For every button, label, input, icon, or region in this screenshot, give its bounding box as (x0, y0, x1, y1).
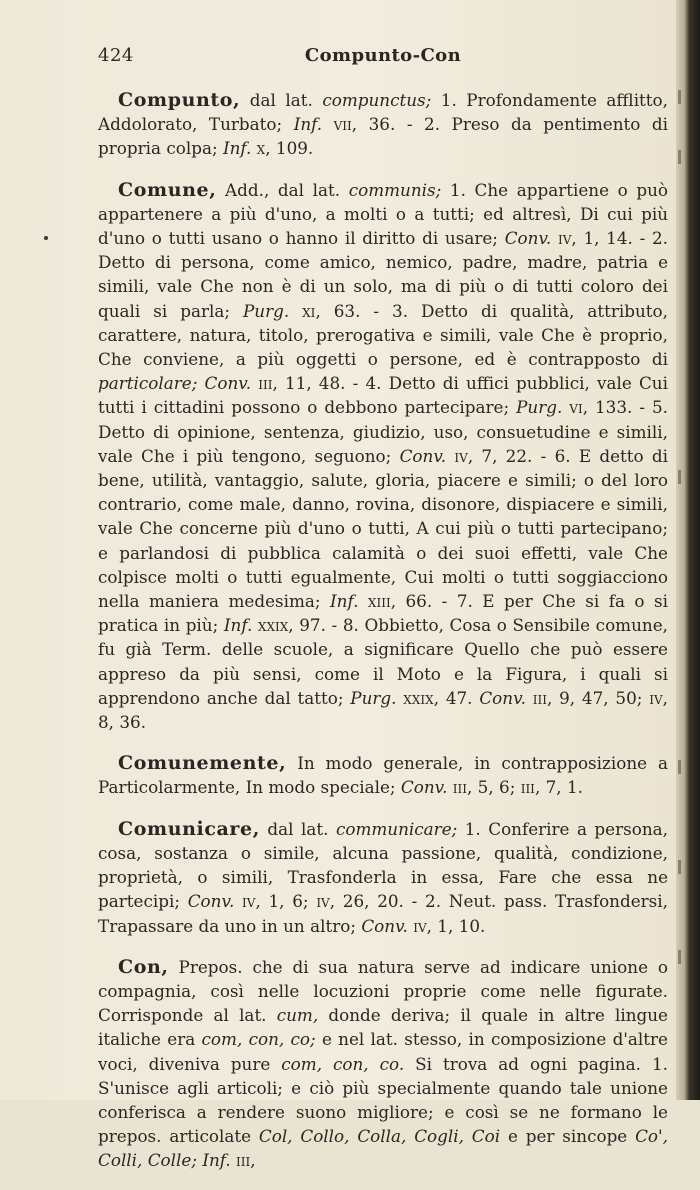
roman-numeral-ref: iii (520, 777, 535, 798)
body-text: , 8, 36. (98, 687, 668, 733)
body-text: , (250, 1150, 256, 1171)
page-edge-tick (678, 860, 681, 874)
page-edge-tick (678, 950, 681, 964)
italic-text: Inf. (330, 591, 359, 612)
italic-text: communicare; (335, 818, 458, 839)
body-text: dal lat. (240, 90, 323, 110)
body-text: , 26, 20. - 2. Neut. pass. Trasfondersi, Trapassare da uno in un altro; (98, 891, 668, 936)
roman-numeral-ref: iv (446, 445, 468, 466)
body-text: , 36. - 2. Preso da pentimento di propria colpa; (98, 114, 669, 159)
italic-text: Purg. (242, 300, 290, 321)
italic-text: com, con, co; (201, 1029, 316, 1050)
dictionary-entry (98, 751, 668, 799)
roman-numeral-ref: iv (234, 891, 256, 912)
body-text: , 5, 6; (467, 777, 521, 798)
roman-numeral-ref: iv (407, 915, 427, 936)
body-text: , 47. (433, 687, 480, 708)
entry-headword: Comune, (118, 178, 217, 201)
italic-text: communis; (348, 179, 442, 200)
body-text: , 7, 1. (534, 777, 583, 798)
body-text: 1. Che appartiene o può appartenere a più d'uno, a molti o a tutti; ed altresì, Di cui più d'uno o tutti usano o hanno il diritto di usare; (98, 179, 668, 249)
page-number: 424 (98, 45, 134, 66)
italic-text: Conv. (187, 891, 235, 912)
dictionary-entry (98, 817, 668, 938)
italic-text: Inf. (293, 114, 323, 135)
dictionary-entry (98, 88, 668, 161)
italic-text: Col, Collo, Colla, Cogli, Coi (258, 1126, 501, 1147)
roman-numeral-ref: xi (289, 300, 316, 321)
entry-headword: Con, (118, 955, 169, 978)
ink-spot (44, 236, 48, 240)
italic-text: cum, (276, 1005, 319, 1026)
roman-numeral-ref: iv (551, 228, 572, 249)
body-text: , 133. - 5. Detto di opinione, sentenza, giudizio, uso, consuetudine e simili, vale Che i più tengono, seguono; (98, 397, 669, 466)
roman-numeral-ref: xxix (252, 615, 289, 636)
page-edge-tick (678, 470, 681, 484)
body-text: dal lat. (259, 818, 336, 839)
roman-numeral-ref: xiii (358, 591, 391, 612)
body-text: In modo generale, in contrapposizione a Particolarmente, In modo speciale; (98, 753, 668, 798)
roman-numeral-ref: iv (649, 687, 663, 708)
italic-text: Conv. (479, 687, 526, 708)
dictionary-entry (98, 178, 668, 735)
italic-text: Conv. (504, 228, 552, 249)
italic-text: Conv. (399, 445, 447, 466)
italic-text: Inf. (223, 615, 253, 636)
italic-text: particolare; (98, 373, 198, 394)
body-text: Si trova ad ogni pagina. 1. S'unisce agli articoli; e ciò più specialmente quando tale unione conferisca a rendere suono migliore; e così se ne formano le prepos. articolate (98, 1053, 668, 1147)
roman-numeral-ref: x (251, 138, 266, 159)
body-text: , 109. (265, 138, 314, 159)
dictionary-entry (98, 955, 668, 1173)
body-text: 1. Conferire a persona, cosa, sostanza o simile, alcuna passione, qualità, condizione, proprietà, o simili, Trasfonderla in essa, Fare che essa ne partecipi; (98, 818, 668, 912)
italic-text: com, con, co. (281, 1053, 405, 1074)
body-text: , 11, 48. - 4. Detto di uffici pubblici, vale Cui tutti i cittadini possono o debbono partecipare; (98, 373, 668, 418)
body-text: , 63. - 3. Detto di qualità, attributo, carattere, natura, titolo, prerogativa e simili, vale Che è proprio, Che conviene, a più oggetti o persone, ed è contrapposto di (98, 300, 668, 370)
body-text: , 1, 10. (426, 915, 486, 936)
italic-text: Conv. (361, 915, 408, 936)
roman-numeral-ref: iii (230, 1150, 251, 1171)
body-text: e nel lat. stesso, in composizione d'altre voci, diveniva pure (98, 1029, 668, 1074)
body-text: , 1, 6; (255, 891, 317, 912)
roman-numeral-ref: iii (447, 777, 468, 798)
italic-text: Purg. (516, 397, 563, 418)
roman-numeral-ref: iii (525, 687, 547, 708)
body-text (197, 373, 204, 393)
italic-text: Inf. (222, 138, 252, 159)
body-text: , 97. - 8. Obbietto, Cosa o Sensibile comune, fu già Term. delle scuole, a significare Quello che può essere appreso da più sensi, come il Moto e la Figura, i quali si apprendono anche dal tatto; (98, 615, 668, 708)
body-text: , 66. - 7. E per Che si fa o si pratica in più; (98, 591, 668, 636)
body-text: Add., dal lat. (216, 179, 349, 200)
body-text: Prepos. che di sua natura serve ad indicare unione o compagnia, così nelle locuzioni proprie come nelle figurate. Corrisponde al lat. (98, 956, 668, 1026)
page-edge-tick (678, 90, 681, 104)
body-text: , 9, 47, 50; (546, 687, 650, 708)
italic-text: Conv. (400, 777, 448, 798)
body-text: donde deriva; il quale in altre lingue italiche era (98, 1005, 668, 1050)
italic-text: Purg. (350, 687, 397, 708)
running-head: Compunto-Con (304, 45, 462, 66)
entry-headword: Comunicare, (118, 817, 260, 840)
dictionary-entries (98, 88, 668, 1190)
body-text: , 1, 14. - 2. Detto di persona, come amico, nemico, padre, madre, patria e simili, vale Che non è di un solo, ma di più o di tutti coloro dei quali si parla; (98, 228, 668, 321)
roman-numeral-ref: xxix (396, 687, 434, 708)
body-text: , 7, 22. - 6. E detto di bene, utilità, vantaggio, salute, gloria, piacere e simili; o del loro contrario, come male, danno, rovina, disonore, dispiacere e simili, vale Che concerne più d'uno o tutti, A cui più o tutti partecipano; e parlandosi di pubblica calamità o dei suoi effetti, vale Che colpisce molti o tutti egualmente, Cui molti o tutti soggiacciono nella maniera medesima; (98, 445, 668, 612)
page-edge-tick (678, 760, 681, 774)
italic-text: Co', Colli, Colle; (98, 1126, 668, 1171)
roman-numeral-ref: vii (322, 114, 352, 135)
italic-text: compunctus; (322, 90, 432, 110)
entry-headword: Compunto, (118, 89, 241, 111)
italic-text: Conv. (204, 373, 252, 394)
roman-numeral-ref: vi (562, 397, 583, 418)
page-header (98, 44, 668, 68)
page-edge-tick (678, 150, 681, 164)
roman-numeral-ref: iv (316, 891, 330, 912)
italic-text: Inf. (202, 1150, 231, 1171)
body-text: 1. Profondamente afflitto, Addolorato, Turbato; (98, 90, 668, 135)
entry-headword: Comunemente, (118, 752, 287, 775)
roman-numeral-ref: iii (251, 373, 273, 394)
book-fore-edge (676, 0, 700, 1100)
body-text: e per sincope (500, 1126, 636, 1147)
